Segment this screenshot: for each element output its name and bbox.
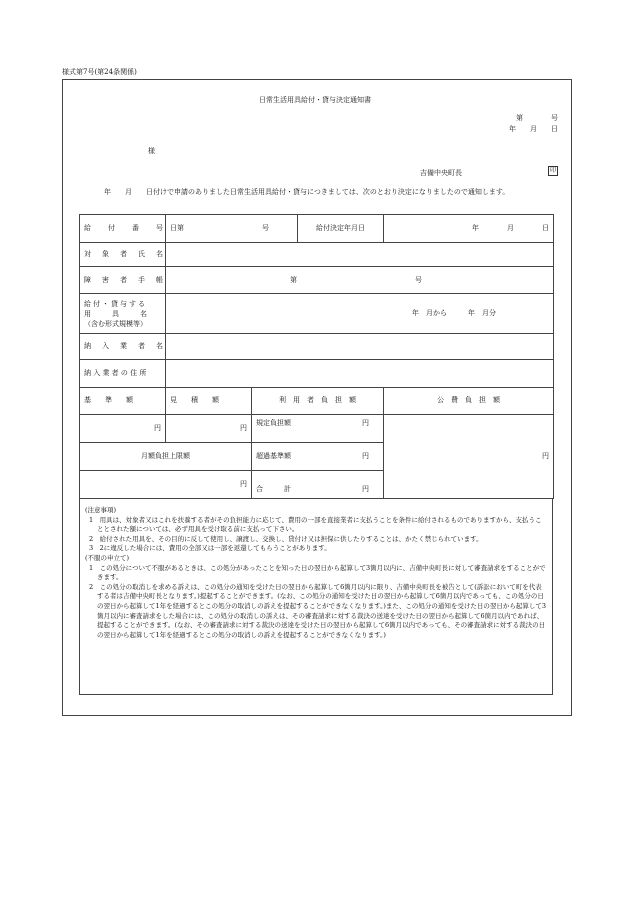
label-tsukigaku: 月額負担上限額 (80, 443, 252, 471)
issuer-name: 吉備中央町長 (420, 169, 462, 177)
field-mitsumori[interactable] (166, 414, 252, 443)
notes-heading: (注意事項) (85, 506, 117, 514)
field-techo[interactable] (166, 267, 554, 294)
kettei-date-ymd: 年 月 日 (472, 223, 549, 232)
mitsumori-yen: 円 (240, 423, 247, 432)
field-tsukigaku[interactable] (80, 471, 252, 499)
field-nounyu-addr[interactable] (166, 360, 554, 388)
label-taisho-name: 対 象 者 氏 名 (80, 242, 166, 267)
note-2: 2 給付された用具を、その目的に反して使用し、譲渡し、交換し、貸付け又は担保に供したりすることは、かたく禁じられています。 (89, 534, 483, 543)
seal-mark: 印 (549, 167, 556, 174)
notice-date: 年 月 日 (509, 125, 558, 133)
label-kyufu-bango: 給 付 番 号 (80, 215, 166, 243)
yogu-line2: 用 具 名 (84, 309, 147, 318)
label-yogu (80, 294, 166, 334)
field-yogu[interactable] (166, 294, 554, 334)
techo-dai-label: 第 (290, 275, 297, 284)
field-nounyu-name[interactable] (166, 334, 554, 360)
field-taisho-name[interactable] (166, 242, 554, 267)
field-kitei[interactable] (252, 414, 384, 443)
label-riyosha: 利 用 者 負 担 額 (252, 387, 384, 414)
field-kohi[interactable] (384, 414, 554, 498)
note-3: 3 2に違反した場合には、費用の全部又は一部を返還してもらうことがあります。 (89, 544, 331, 553)
kohi-yen: 円 (542, 451, 549, 460)
field-kettei-date[interactable] (384, 215, 554, 243)
kitei-label: 規定負担額 (256, 418, 291, 427)
field-kyufu-bango[interactable] (166, 215, 298, 243)
period-label: 年 月から 年 月分 (412, 309, 496, 318)
label-kohi: 公 費 負 担 額 (384, 387, 554, 414)
yogu-line1: 給付・貸与する (84, 299, 147, 308)
field-choka[interactable] (252, 443, 384, 471)
label-kijun: 基 準 額 (80, 387, 166, 414)
yogu-line3: （含む形式規模等） (84, 319, 147, 328)
gokei-label: 合 計 (256, 485, 291, 493)
label-nounyu-addr: 納 入 業 者 の 住 所 (80, 360, 166, 388)
label-mitsumori: 見 積 額 (166, 387, 252, 414)
gokei-yen: 円 (362, 485, 369, 493)
kitei-yen: 円 (362, 418, 369, 427)
techo-go-label: 号 (415, 275, 422, 284)
field-gokei[interactable] (252, 471, 384, 499)
label-kettei-date: 給付決定年月日 (298, 215, 384, 243)
page-title: 日常生活用具給付・貸与決定通知書 (259, 96, 371, 104)
notice-number: 第 号 (516, 114, 558, 122)
notes-box (79, 499, 553, 695)
intro-text: 年 月 日付けで申請のありました日常生活用具給付・貸与につきましては、次のとおり決定になりましたので通知します。 (104, 188, 510, 196)
appeal-heading: (不服の申立て) (85, 553, 130, 562)
field-kijun[interactable] (80, 414, 166, 443)
addressee-suffix: 様 (148, 147, 155, 155)
label-techo: 障 害 者 手 帳 (80, 267, 166, 294)
tsukigaku-yen: 円 (240, 480, 247, 489)
appeal-2: 2 この処分の取消しを求める訴えは、この処分の通知を受けた日の翌日から起算して6箇月以内に限り、吉備中央町長を被告として(訴訟において町を代表する者は吉備中央町長となります。)提起することができます。(なお、この処分の通知を受けた日の翌日から起算して6箇月以内であっても、この処分の日の翌日から起算して1年を経過するとこの処分の取消しの訴えを提起することができなくなります。)また、この処分の通知を受けた日の翌日から起算して3箇月以内に審査請求をした場合には、この処分の取消しの訴えは、その審査請求に対する裁決の送達を受けた日の翌日から起算して6箇月以内であれば、提起することができます。(なお、その審査請求に対する裁決の送達を受けた日の翌日から起算して6箇月以内であっても、その審査請求に対する裁決の日の翌日から起算して1年を経過するとこの処分の取消しの訴えを提起することができなくなります。) (89, 582, 547, 639)
choka-yen: 円 (362, 452, 369, 461)
decision-table (79, 214, 554, 499)
choka-label: 超過基準額 (256, 452, 291, 461)
note-1: 1 用具は、対象者又はこれを扶養する者がその負担能力に応じて、費用の一部を直接業者に支払うことを条件に給付されるものでありますから、支払うこととされた額については、必ず用具を受け取る前に支払って下さい。 (89, 515, 542, 534)
appeal-1: 1 この処分について不服があるときは、この処分があったことを知った日の翌日から起算して3箇月以内に、吉備中央町長に対して審査請求をすることができます。 (89, 563, 546, 582)
nichi-dai-label: 日第 (170, 223, 184, 232)
kijun-yen: 円 (154, 423, 161, 432)
go-label: 号 (262, 223, 269, 232)
form-number: 様式第7号(第24条関係) (62, 68, 137, 76)
label-nounyu-name: 納 入 業 者 名 (80, 334, 166, 360)
